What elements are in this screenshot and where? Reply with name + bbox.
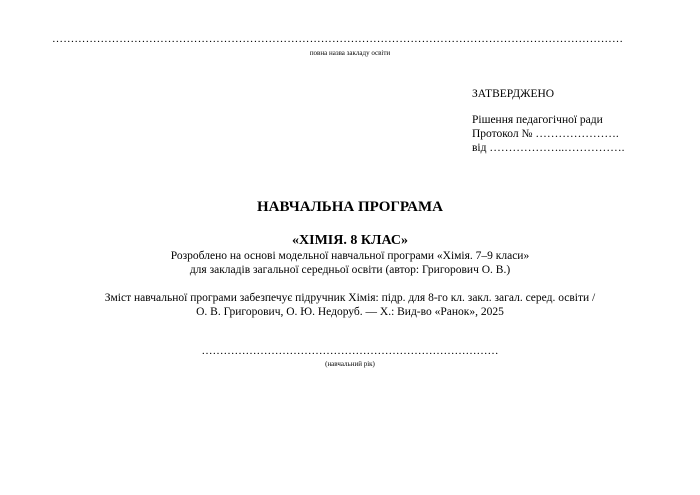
institution-name-caption: повна назва закладу освіти bbox=[309, 49, 391, 57]
academic-year-line: ……………………………………………………………………… bbox=[201, 345, 499, 357]
based-on-line-1: Розроблено на основі модельної навчальної програми «Хімія. 7–9 класи» bbox=[170, 250, 530, 262]
program-title: НАВЧАЛЬНА ПРОГРАМА bbox=[257, 199, 443, 215]
approval-date: від ………………..……………. bbox=[472, 142, 625, 154]
approval-decision: Рішення педагогічної ради bbox=[472, 114, 603, 126]
textbook-line-2: О. В. Григорович, О. Ю. Недоруб. — Х.: Вид-во «Ранок», 2025 bbox=[196, 306, 504, 318]
institution-name-line: ……………………………………………………………………………………………………………………………………… bbox=[52, 33, 624, 45]
based-on-line-2: для закладів загальної середньої освіти (автор: Григорович О. В.) bbox=[189, 264, 511, 276]
program-subject: «ХІМІЯ. 8 КЛАС» bbox=[292, 233, 408, 248]
academic-year-caption: (навчальний рік) bbox=[325, 360, 375, 368]
approval-title: ЗАТВЕРДЖЕНО bbox=[472, 88, 555, 100]
approval-protocol: Протокол № …………………. bbox=[472, 128, 619, 140]
textbook-line-1: Зміст навчальної програми забезпечує підручник Хімія: підр. для 8-го кл. закл. загал. серед. освіти / bbox=[104, 292, 596, 304]
